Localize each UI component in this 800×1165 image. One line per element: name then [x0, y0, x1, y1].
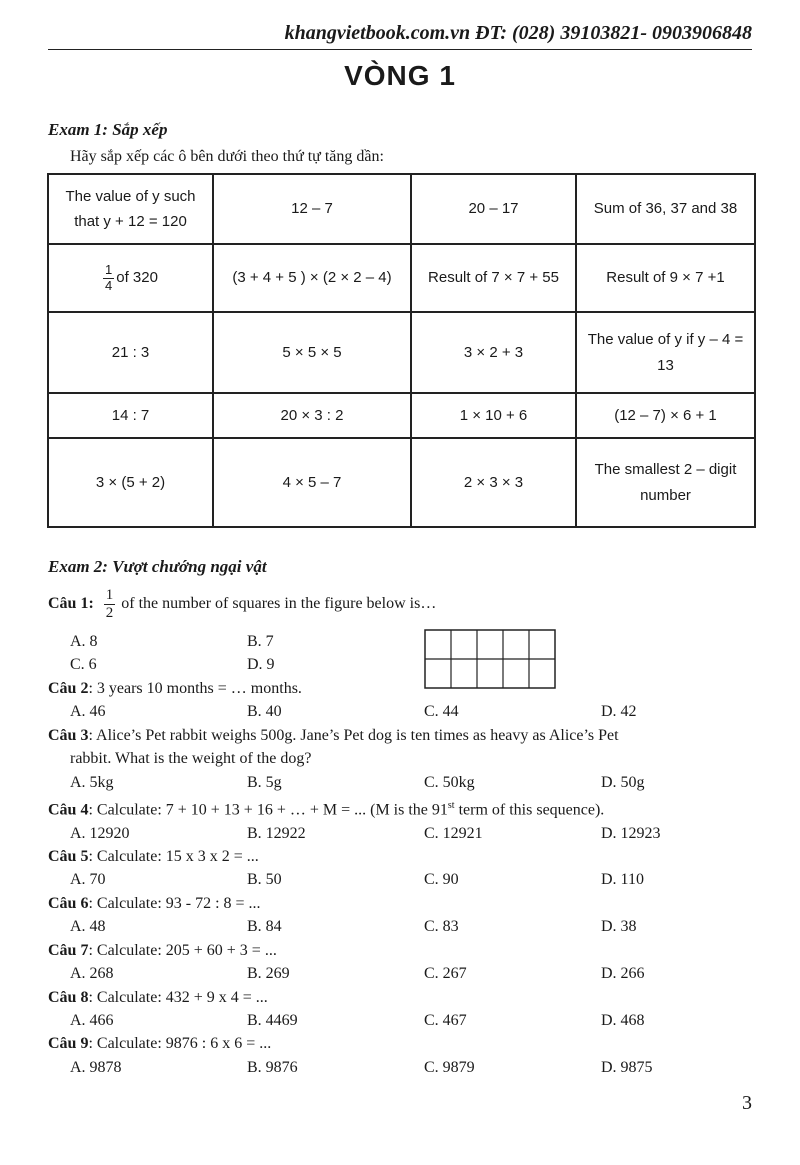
header-divider: [48, 49, 752, 50]
option-b[interactable]: B. 7: [247, 633, 274, 651]
grid-cell: 12 – 7: [213, 174, 411, 244]
grid-cell: (12 – 7) × 6 + 1: [576, 393, 755, 438]
grid-cell: 1 × 10 + 6: [411, 393, 576, 438]
squares-figure: [424, 629, 556, 689]
answer-row: [48, 700, 758, 723]
grid-cell: 20 – 17: [411, 174, 576, 244]
sorting-grid: [47, 173, 756, 528]
option-d[interactable]: D. 266: [601, 965, 645, 983]
question-7: Câu 7: Calculate: 205 + 60 + 3 = ...: [48, 941, 277, 959]
option-b[interactable]: B. 269: [247, 965, 290, 983]
option-d[interactable]: D. 38: [601, 918, 637, 936]
exam2-title: Exam 2: Vượt chướng ngại vật: [48, 557, 267, 576]
grid-cell-fraction: $\frac{1}{4}$ of 320: [48, 244, 213, 312]
answer-row: [48, 630, 758, 653]
option-a[interactable]: A. 8: [70, 633, 98, 651]
grid-cell: The smallest 2 – digit number: [576, 438, 755, 527]
option-b[interactable]: B. 9876: [247, 1058, 298, 1076]
option-a[interactable]: A. 268: [70, 965, 114, 983]
grid-cell: 14 : 7: [48, 393, 213, 438]
question-8: Câu 8: Calculate: 432 + 9 x 4 = ...: [48, 988, 268, 1006]
grid-cell: The value of y if y – 4 = 13: [576, 312, 755, 393]
option-c[interactable]: C. 90: [424, 871, 459, 889]
option-b[interactable]: B. 40: [247, 703, 282, 721]
question-3-cont: rabbit. What is the weight of the dog?: [70, 750, 312, 768]
option-b[interactable]: B. 50: [247, 871, 282, 889]
question-6: Câu 6: Calculate: 93 - 72 : 8 = ...: [48, 894, 261, 912]
question-3: Câu 3: Alice’s Pet rabbit weighs 500g. Jane’s Pet dog is ten times as heavy as Alice’s Pet: [48, 726, 619, 744]
grid-cell: Result of 9 × 7 +1: [576, 244, 755, 312]
answer-row: [48, 868, 758, 891]
option-d[interactable]: D. 42: [601, 703, 637, 721]
question-list: [48, 586, 758, 1079]
answer-row: [48, 822, 758, 845]
option-c[interactable]: C. 44: [424, 703, 459, 721]
answer-row: [48, 962, 758, 985]
answer-row: [48, 653, 758, 676]
question-5: Câu 5: Calculate: 15 x 3 x 2 = ...: [48, 848, 259, 866]
option-a[interactable]: A. 9878: [70, 1058, 122, 1076]
option-b[interactable]: B. 4469: [247, 1011, 298, 1029]
grid-cell: 20 × 3 : 2: [213, 393, 411, 438]
option-a[interactable]: A. 70: [70, 871, 106, 889]
grid-cell: Sum of 36, 37 and 38: [576, 174, 755, 244]
publisher-header: khangvietbook.com.vn ĐT: (028) 39103821- 0903906848: [284, 22, 752, 44]
answer-row: [48, 771, 758, 794]
option-c[interactable]: C. 83: [424, 918, 459, 936]
page-title: VÒNG 1: [344, 60, 456, 91]
exam1-instruction: Hãy sắp xếp các ô bên dưới theo thứ tự tăng dần:: [70, 148, 384, 165]
option-d[interactable]: D. 9875: [601, 1058, 653, 1076]
option-b[interactable]: B. 5g: [247, 773, 282, 791]
option-c[interactable]: C. 6: [70, 656, 97, 674]
grid-cell: The value of y such that y + 12 = 120: [48, 174, 213, 244]
option-a[interactable]: A. 46: [70, 703, 106, 721]
option-c[interactable]: C. 12921: [424, 824, 483, 842]
grid-cell: 3 × 2 + 3: [411, 312, 576, 393]
grid-cell: 3 × (5 + 2): [48, 438, 213, 527]
grid-cell: 2 × 3 × 3: [411, 438, 576, 527]
answer-row: [48, 915, 758, 938]
option-d[interactable]: D. 9: [247, 656, 275, 674]
option-d[interactable]: D. 110: [601, 871, 644, 889]
page-number: 3: [742, 1092, 752, 1114]
option-c[interactable]: C. 50kg: [424, 773, 475, 791]
option-c[interactable]: C. 267: [424, 965, 467, 983]
answer-row: [48, 1056, 758, 1079]
question-1: Câu 1: $\frac{1}{2}$ of the number of squares in the figure below is…: [48, 586, 437, 621]
option-a[interactable]: A. 466: [70, 1011, 114, 1029]
option-d[interactable]: D. 12923: [601, 824, 661, 842]
option-b[interactable]: B. 12922: [247, 824, 306, 842]
option-a[interactable]: A. 48: [70, 918, 106, 936]
question-2: Câu 2: 3 years 10 months = … months.: [48, 679, 302, 697]
option-d[interactable]: D. 468: [601, 1011, 645, 1029]
option-c[interactable]: C. 467: [424, 1011, 467, 1029]
grid-cell: 4 × 5 – 7: [213, 438, 411, 527]
fraction: $\frac{1}{2}$: [105, 586, 114, 621]
option-a[interactable]: A. 12920: [70, 824, 130, 842]
option-c[interactable]: C. 9879: [424, 1058, 475, 1076]
grid-cell: 21 : 3: [48, 312, 213, 393]
question-4: Câu 4: Calculate: 7 + 10 + 13 + 16 + … + M = ... (M is the 91st term of this sequence).: [48, 799, 605, 819]
fraction: $\frac{1}{4}$: [105, 262, 113, 293]
option-d[interactable]: D. 50g: [601, 773, 645, 791]
answer-row: [48, 1009, 758, 1032]
option-b[interactable]: B. 84: [247, 918, 282, 936]
grid-cell: 5 × 5 × 5: [213, 312, 411, 393]
option-a[interactable]: A. 5kg: [70, 773, 114, 791]
grid-cell: Result of 7 × 7 + 55: [411, 244, 576, 312]
exam1-title: Exam 1: Sắp xếp: [48, 120, 168, 139]
grid-cell: (3 + 4 + 5 ) × (2 × 2 – 4): [213, 244, 411, 312]
question-9: Câu 9: Calculate: 9876 : 6 x 6 = ...: [48, 1035, 272, 1053]
